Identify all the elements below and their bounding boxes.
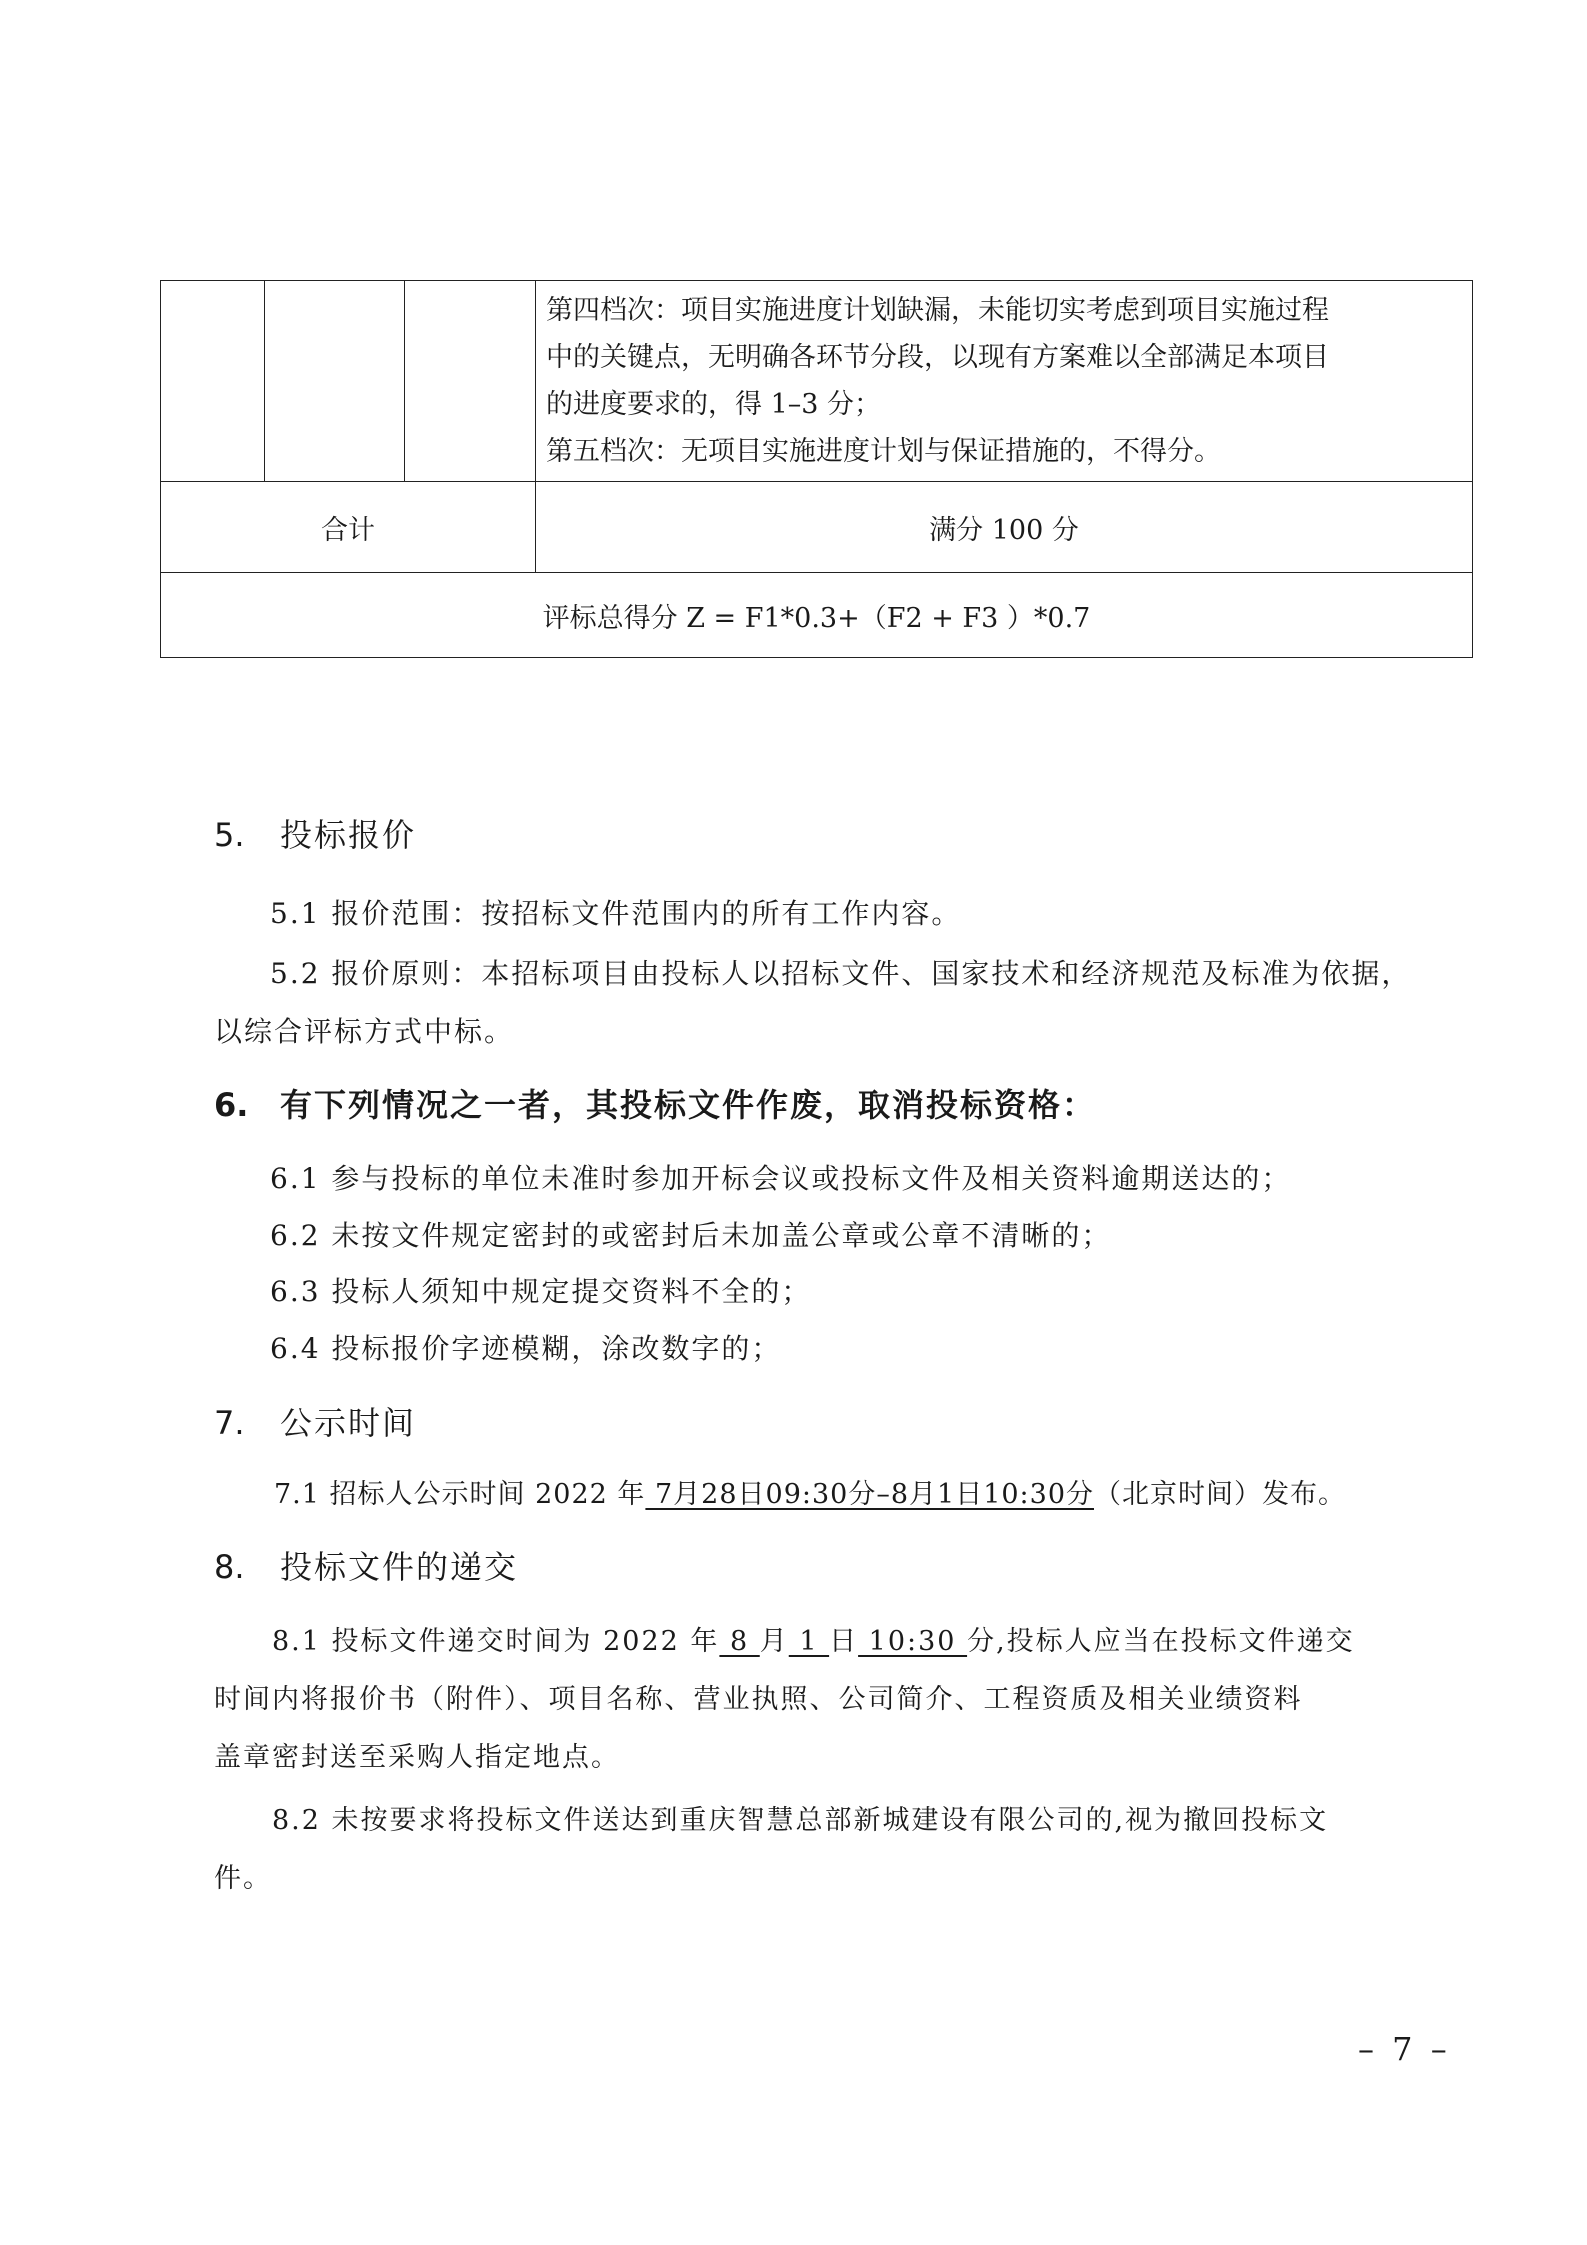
total-value-cell: 满分 100 分 [536,482,1473,573]
paragraph-8-1 [214,1613,1476,1787]
paragraph-6-1 [214,1150,1476,1208]
paragraph-text: 盖章密封送至采购人指定地点。 [214,1742,620,1773]
page-number: – 7 – [1358,2030,1451,2068]
publicity-period: 7月28日09:30分–8月1日10:30分 [645,1479,1094,1510]
formula-cell: 评标总得分 Z = F1*0.3+（F2 + F3 ）*0.7 [161,573,1473,658]
tier4-line: 的进度要求的，得 1–3 分； [546,389,882,420]
paragraph-5-1 [214,885,1476,943]
tier4-line: 第四档次：项目实施进度计划缺漏，未能切实考虑到项目实施过程 [546,295,1329,326]
tier4-line: 中的关键点，无明确各环节分段，以现有方案难以全部满足本项目 [546,342,1329,373]
paragraph-text: 5.1 报价范围：按招标文件范围内的所有工作内容。 [270,897,962,930]
paragraph-6-2 [214,1207,1476,1265]
section-6-heading [214,1080,1096,1126]
total-label-cell: 合计 [161,482,536,573]
criteria-description-cell [536,281,1473,482]
section-number: 6. [214,1086,249,1124]
paragraph-7-1 [214,1466,1476,1524]
section-title: 有下列情况之一者，其投标文件作废，取消投标资格： [280,1086,1097,1124]
paragraph-8-2 [214,1792,1476,1908]
paragraph-text: 5.2 报价原则：本招标项目由投标人以招标文件、国家技术和经济规范及标准为依据， [270,957,1412,990]
tier5-line: 第五档次：无项目实施进度计划与保证措施的，不得分。 [546,436,1221,467]
table-cell-empty [265,281,405,482]
submit-time: 10:30 [858,1626,968,1657]
table-cell-empty [405,281,536,482]
paragraph-text: 8.2 未按要求将投标文件送达到重庆智慧总部新城建设有限公司的,视为撤回投标文 [272,1805,1329,1836]
list-item: 6.4 投标报价字迹模糊，涂改数字的； [270,1332,782,1365]
submit-month: 8 [719,1626,760,1657]
section-title: 投标报价 [280,816,417,854]
table-row-formula [161,573,1473,658]
paragraph-text: 时间内将报价书（附件）、项目名称、营业执照、公司简介、工程资质及相关业绩资料 [214,1684,1303,1715]
table-cell-empty [161,281,265,482]
scoring-table [160,280,1473,658]
paragraph-text: （北京时间）发布。 [1094,1479,1346,1510]
paragraph-6-3 [214,1263,1476,1321]
section-title: 公示时间 [280,1404,417,1442]
paragraph-text: 以综合评标方式中标。 [214,1015,515,1048]
paragraph-text: 件。 [214,1863,272,1894]
section-title: 投标文件的递交 [280,1548,519,1586]
list-item: 6.2 未按文件规定密封的或密封后未加盖公章或公章不清晰的； [270,1219,1112,1252]
list-item: 6.1 参与投标的单位未准时参加开标会议或投标文件及相关资料逾期送达的； [270,1162,1292,1195]
section-5-heading [214,810,416,856]
section-8-heading [214,1542,518,1588]
paragraph-text: 分,投标人应当在投标文件递交 [967,1626,1355,1657]
section-number: 5. [214,816,245,854]
section-number: 8. [214,1548,245,1586]
submit-day: 1 [788,1626,830,1657]
paragraph-text: 日 [829,1626,859,1657]
table-row [161,281,1473,482]
list-item: 6.3 投标人须知中规定提交资料不全的； [270,1275,812,1308]
paragraph-5-2 [214,945,1476,1061]
table-row-total [161,482,1473,573]
paragraph-text: 8.1 投标文件递交时间为 2022 年 [272,1626,720,1657]
paragraph-text: 月 [759,1626,789,1657]
paragraph-text: 7.1 招标人公示时间 2022 年 [274,1479,646,1510]
section-7-heading [214,1398,416,1444]
section-number: 7. [214,1404,245,1442]
paragraph-6-4 [214,1320,1476,1378]
